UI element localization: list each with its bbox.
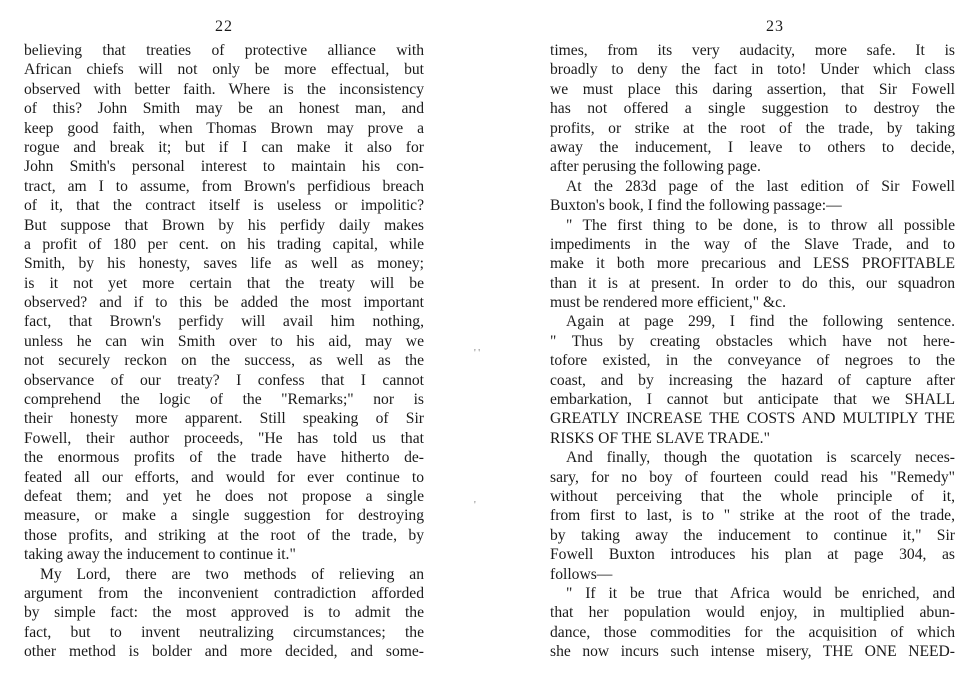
text-line: GREATLY INCREASE THE COSTS AND MULTIPLY THE [550,410,955,428]
text-line: embarkation, I cannot but anticipate that we SHALL [550,391,955,409]
text-line: times, from its very audacity, more safe. It is [550,42,955,59]
text-line: dance, those commodities for the acquisition of which [550,623,955,641]
text-line: Buxton's book, I find the following passage:— [550,197,842,215]
text-line: At the 283d page of the last edition of Sir Fowell [566,177,955,195]
text-line: But suppose that Brown by his perfidy daily makes [24,216,424,234]
text-line: " Thus by creating obstacles which have not here- [550,332,955,350]
text-line: the enormous profits of the trade have hitherto de- [24,449,424,467]
page-number: 23 [766,18,784,35]
text-line: comprehend the logic of the "Remarks;" nor is [24,391,424,409]
left-page [0,0,470,684]
text-line: John Smith's personal interest to maintain his con- [24,158,424,176]
text-line: a profit of 180 per cent. on his trading capital, while [24,235,424,253]
text-line: Smith, by his honesty, saves life as well as money; [24,255,424,273]
text-line: And finally, though the quotation is scarcely neces- [566,449,955,467]
text-line: follows— [550,565,613,583]
text-line: than it is at present. In order to do this, our squadron [550,274,955,292]
text-line: " The first thing to be done, is to throw all possible [566,216,955,234]
text-line: fact, but to invent neutralizing circumstances; the [24,623,424,641]
text-line: by simple fact: the most approved is to admit the [24,604,424,622]
text-line: we must place this daring assertion, that Sir Fowell [550,80,955,98]
text-line: sary, for no boy of fourteen could read his "Remedy" [550,468,955,486]
left-page-text [24,41,424,662]
gutter-mark: ' ' [474,348,481,359]
text-line: RISKS OF THE SLAVE TRADE." [550,429,770,447]
text-line: measure, or make a single suggestion for destroying [24,507,424,525]
text-line: Fowell Buxton introduces his plan at page 304, as [550,546,955,564]
text-line: is it not yet more certain that the treaty will be [24,274,424,292]
text-line: other method is bolder and more decided, and some- [24,643,424,661]
text-line: Again at page 299, I find the following sentence. [566,313,955,331]
text-line: " If it be true that Africa would be enriched, and [566,584,955,602]
text-line: those profits, and striking at the root of the trade, by [24,526,424,544]
text-line: My Lord, there are two methods of relieving an [40,565,424,583]
text-line: observed? and if to this be added the most important [24,294,424,312]
gutter-mark: ' [474,500,476,511]
text-line: without perceiving that the whole principle of it, [550,487,955,505]
text-line: observed with better faith. Where is the inconsistency [24,80,424,98]
text-line: make it both more precarious and LESS PROFITABLE [550,255,955,273]
text-line: rogue and break it; but if I can make it also for [24,138,424,156]
text-line: away the inducement, I leave to others to decide, [550,138,955,156]
text-line: defeat them; and yet he does not propose a single [24,487,424,505]
text-line: impediments in the way of the Slave Trade, and to [550,235,955,253]
text-line: from first to last, is to " strike at the root of the trade, [550,507,955,525]
text-line: she now incurs such intense misery, THE ONE NEED- [550,643,955,661]
text-line: of it, that the contract itself is useless or impolitic? [24,197,424,215]
text-line: profits, or strike at the root of the trade, by taking [550,119,955,137]
text-line: keep good faith, when Thomas Brown may prove a [24,119,424,137]
text-line: feated all our efforts, and would for ever continue to [24,468,424,486]
right-page [500,0,980,684]
text-line: that her population would enjoy, in multiplied abun- [550,604,955,622]
text-line: broadly to deny the fact in toto! Under which class [550,61,955,79]
text-line: coast, and by increasing the hazard of capture after [550,371,955,389]
text-line: taking away the inducement to continue it." [24,546,296,564]
text-line: African chiefs will not only be more effectual, but [24,61,424,79]
text-line: has not offered a single suggestion to destroy the [550,100,955,118]
right-page-text [550,41,955,662]
text-line: not securely reckon on the success, as well as the [24,352,424,370]
text-line: must be rendered more efficient," &c. [550,294,786,312]
text-line: by taking away the inducement to continue it," Sir [550,526,955,544]
text-line: tract, am I to assume, from Brown's perfidious breach [24,177,424,195]
text-line: after perusing the following page. [550,158,761,176]
text-line: unless he can win Smith over to his aid, may we [24,332,424,350]
page-number: 22 [215,18,233,35]
text-line: observance of our treaty? I confess that I cannot [24,371,424,389]
text-line: their honesty more apparent. Still speaking of Sir [24,410,424,428]
text-line: of this? John Smith may be an honest man, and [24,100,424,118]
text-line: fact, that Brown's perfidy will avail him nothing, [24,313,424,331]
text-line: tofore existed, in the conveyance of negroes to the [550,352,955,370]
text-line: believing that treaties of protective alliance with [24,42,424,59]
text-line: argument from the inconvenient contradiction afforded [24,584,424,602]
text-line: Fowell, their author proceeds, "He has told us that [24,429,424,447]
